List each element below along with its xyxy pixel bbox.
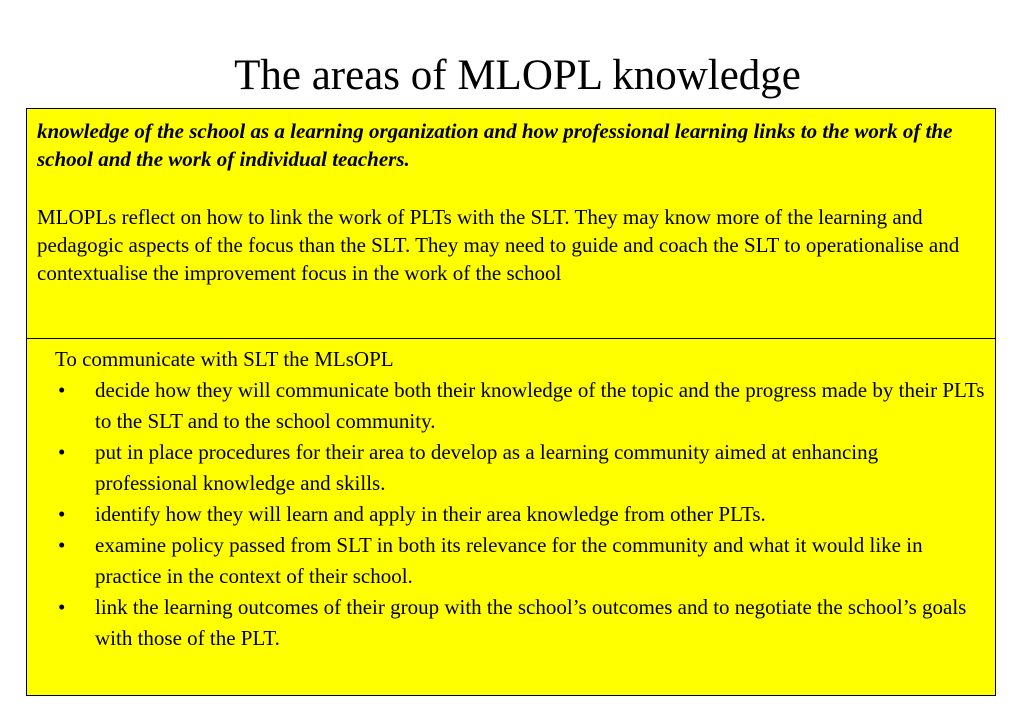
bullet-text: identify how they will learn and apply in their area knowledge from other PLTs. <box>95 502 766 526</box>
communication-box <box>26 338 996 696</box>
bullet-item <box>37 530 985 592</box>
knowledge-lead-text: knowledge of the school as a learning organization and how professional learning links to the work of the school and the work of individual teachers. <box>37 119 953 171</box>
bullet-icon: • <box>58 378 66 402</box>
bullet-item <box>37 375 985 437</box>
slide-title: The areas of MLOPL knowledge <box>234 52 801 99</box>
bullet-text: decide how they will communicate both their knowledge of the topic and the progress made by their PLTs to the SLT and to the school community. <box>95 378 985 433</box>
bullet-item <box>37 499 985 530</box>
bullet-text: examine policy passed from SLT in both its relevance for the community and what it would like in practice in the context of their school. <box>95 533 923 588</box>
bullet-icon: • <box>58 595 66 619</box>
communication-bullet-list <box>37 375 985 654</box>
communication-intro: To communicate with SLT the MLsOPL <box>55 347 394 371</box>
bullet-item <box>37 592 985 654</box>
bullet-text: link the learning outcomes of their group with the school’s outcomes and to negotiate the school’s goals with those of the PLT. <box>95 595 967 650</box>
bullet-text: put in place procedures for their area to develop as a learning community aimed at enhancing professional knowledge and skills. <box>95 440 879 495</box>
bullet-icon: • <box>58 440 66 464</box>
knowledge-body-text: MLOPLs reflect on how to link the work of PLTs with the SLT. They may know more of the learning and pedagogic aspects of the focus than the SLT. They may need to guide and coach the SLT to operationalise and contextualise the improvement focus in the work of the school <box>37 205 960 285</box>
knowledge-box <box>26 108 996 339</box>
bullet-icon: • <box>58 533 66 557</box>
bullet-icon: • <box>58 502 66 526</box>
bullet-item <box>37 437 985 499</box>
